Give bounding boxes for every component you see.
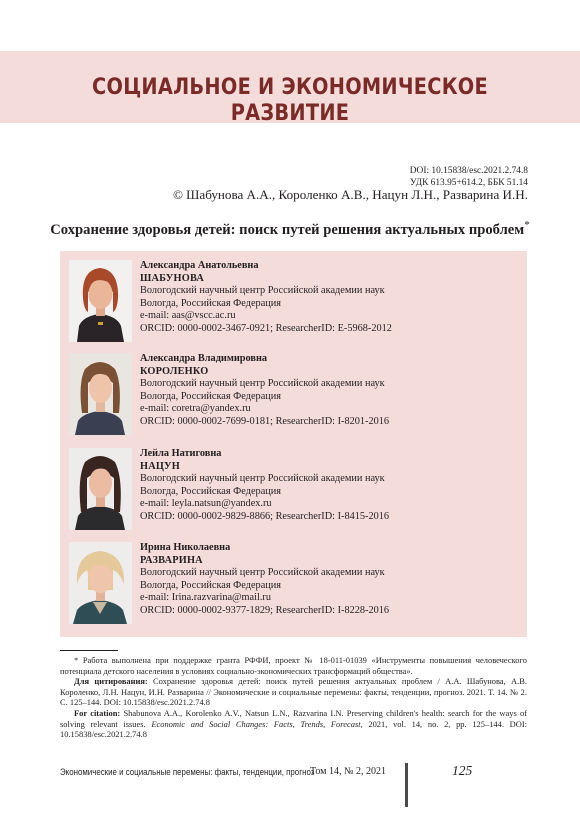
author-city: Вологда, Российская Федерация: [140, 390, 282, 402]
author-surname: ШАБУНОВА: [140, 272, 205, 284]
author-name: Александра Анатольевна: [140, 260, 259, 271]
citation-en: [60, 708, 527, 740]
author-surname: КОРОЛЕНКО: [140, 365, 209, 377]
doi: DOI: 10.15838/esc.2021.2.74.8: [409, 166, 528, 176]
author-ids: ORCID: 0000-0002-9377-1829; ResearcherID: I-8228-2016: [140, 604, 390, 616]
author-email: e-mail: Irina.razvarina@mail.ru: [140, 592, 271, 604]
author-ids: ORCID: 0000-0002-7699-0181; ResearcherID: I-8201-2016: [140, 415, 390, 427]
footer-journal-name: Экономические и социальные перемены: факты, тенденции, прогноз: [60, 767, 315, 777]
author-info: [140, 542, 389, 618]
author-affiliation: Вологодский научный центр Российской академии наук: [140, 285, 385, 297]
author-email: e-mail: leyla.natsun@yandex.ru: [140, 498, 272, 510]
citation-ru-text: Сохранение здоровья детей: поиск путей решения актуальных проблем / А.А. Шабунова, А.В. Короленко, Л.Н. Нацун, И.Н. Разварина // Экономические и социальные перемены: факты, тенденции, прогноз. 2021. Т. 14. № 2. С. 125–144. DOI: 10.15838/esc.2021.2.74.8: [60, 676, 527, 708]
author-email: e-mail: coretra@yandex.ru: [140, 403, 251, 415]
citation-ru: [60, 676, 527, 708]
citation-en-tail: , 2021, vol. 14, no. 2, pp. 125–144. DOI: 10.15838/esc.2021.2.74.8: [60, 718, 527, 740]
udc: УДК 613.95+614.2, ББК 51.14: [410, 178, 528, 188]
author-info: [140, 448, 389, 524]
citation-en-label: For citation:: [74, 707, 121, 718]
author-affiliation: Вологодский научный центр Российской академии наук: [140, 567, 385, 579]
author-info: [140, 353, 389, 429]
author-ids: ORCID: 0000-0002-9829-8866; ResearcherID: I-8415-2016: [140, 510, 390, 522]
funding-note: * Работа выполнена при поддержке гранта РФФИ, проект № 18-011-01039 «Инструменты повышения человеческого потенциала детского населения в условиях социально-экономических трансформаций общества».: [60, 655, 527, 676]
author-city: Вологда, Российская Федерация: [140, 485, 282, 497]
author-portrait-icon: [69, 542, 132, 624]
author-info: [140, 260, 392, 336]
author-name: Александра Владимировна: [140, 353, 268, 364]
footer-issue: Том 14, № 2, 2021: [310, 766, 387, 777]
author-name: Лейла Натиговна: [140, 448, 222, 459]
section-title: СОЦИАЛЬНОЕ И ЭКОНОМИЧЕСКОЕ РАЗВИТИЕ: [92, 74, 488, 126]
author-affiliation: Вологодский научный центр Российской академии наук: [140, 473, 385, 485]
author-ids: ORCID: 0000-0002-3467-0921; ResearcherID: E-5968-2012: [140, 322, 392, 334]
author-city: Вологда, Российская Федерация: [140, 579, 282, 591]
author-surname: РАЗВАРИНА: [140, 554, 203, 566]
footer-divider: [405, 763, 408, 807]
author-portrait-icon: [69, 260, 132, 342]
article-title: [0, 216, 580, 239]
author-affiliation: Вологодский научный центр Российской академии наук: [140, 378, 385, 390]
author-portrait-icon: [69, 353, 132, 435]
page-number: 125: [452, 763, 473, 778]
author-portrait-icon: [69, 448, 132, 530]
citation-ru-label: Для цитирования:: [74, 676, 148, 687]
citation-en-journal: Economic and Social Changes: Facts, Trends, Forecast: [151, 718, 361, 729]
author-name: Ирина Николаевна: [140, 542, 231, 553]
footnotes: [60, 655, 527, 740]
article-title-text: Сохранение здоровья детей: поиск путей решения актуальных проблем: [50, 221, 525, 238]
authors-copyright-line: © Шабунова А.А., Короленко А.В., Нацун Л.Н., Разварина И.Н.: [172, 187, 528, 202]
author-email: e-mail: aas@vscc.ac.ru: [140, 310, 236, 322]
footnote-rule: [60, 650, 118, 651]
authors-box: [60, 251, 527, 637]
citation-en-text: Shabunova A.A., Korolenko A.V., Natsun L.N., Razvarina I.N. Preserving children's health: search for the ways of solving relevant issues.: [60, 707, 527, 729]
title-footnote-mark: *: [524, 219, 530, 231]
author-city: Вологда, Российская Федерация: [140, 297, 282, 309]
author-surname: НАЦУН: [140, 460, 181, 472]
